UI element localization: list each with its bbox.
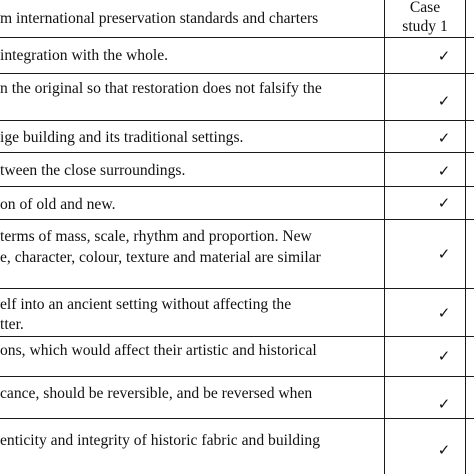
row-border	[0, 120, 474, 121]
row-6-text-line-2: e, character, colour, texture and material are similar	[0, 249, 321, 266]
row-6-check-icon: ✓	[437, 245, 451, 263]
header-case-study-column	[386, 0, 464, 36]
row-border	[0, 288, 474, 289]
row-border	[0, 186, 474, 187]
row-1-check-icon: ✓	[437, 47, 451, 65]
row-border	[0, 73, 474, 74]
row-border	[0, 418, 474, 419]
row-7-text-line-2: tter.	[0, 316, 24, 333]
column-divider-right	[465, 0, 466, 474]
column-divider	[384, 0, 385, 474]
row-5-text: on of old and new.	[0, 196, 116, 213]
row-border	[0, 152, 474, 153]
row-7-text: elf into an ancient setting without affecting the	[0, 296, 292, 313]
row-4-text: tween the close surroundings.	[0, 162, 186, 179]
row-3-check-icon: ✓	[437, 129, 451, 147]
row-1-text: integration with the whole.	[0, 47, 169, 64]
row-8-text: ons, which would affect their artistic and historical	[0, 342, 317, 359]
row-2-check-icon: ✓	[437, 92, 451, 110]
row-9-check-icon: ✓	[437, 395, 451, 413]
row-6-text: terms of mass, scale, rhythm and proportion. New	[0, 228, 312, 245]
row-border	[0, 336, 474, 337]
row-9-text: cance, should be reversible, and be reversed when	[0, 385, 313, 402]
row-border	[0, 376, 474, 377]
row-10-check-icon: ✓	[437, 441, 451, 459]
header-standards-column: m international preservation standards and charters	[0, 10, 319, 27]
row-border	[0, 219, 474, 220]
header-study-label: study 1	[402, 18, 448, 35]
row-2-text: n the original so that restoration does not falsify the	[0, 80, 322, 97]
header-row-border	[0, 37, 474, 38]
row-10-text: enticity and integrity of historic fabric and building	[0, 432, 321, 449]
row-7-check-icon: ✓	[437, 304, 451, 322]
row-3-text: ige building and its traditional settings.	[0, 129, 244, 146]
row-8-check-icon: ✓	[437, 347, 451, 365]
row-4-check-icon: ✓	[437, 162, 451, 180]
row-5-check-icon: ✓	[437, 194, 451, 212]
header-case-label: Case	[409, 0, 441, 16]
